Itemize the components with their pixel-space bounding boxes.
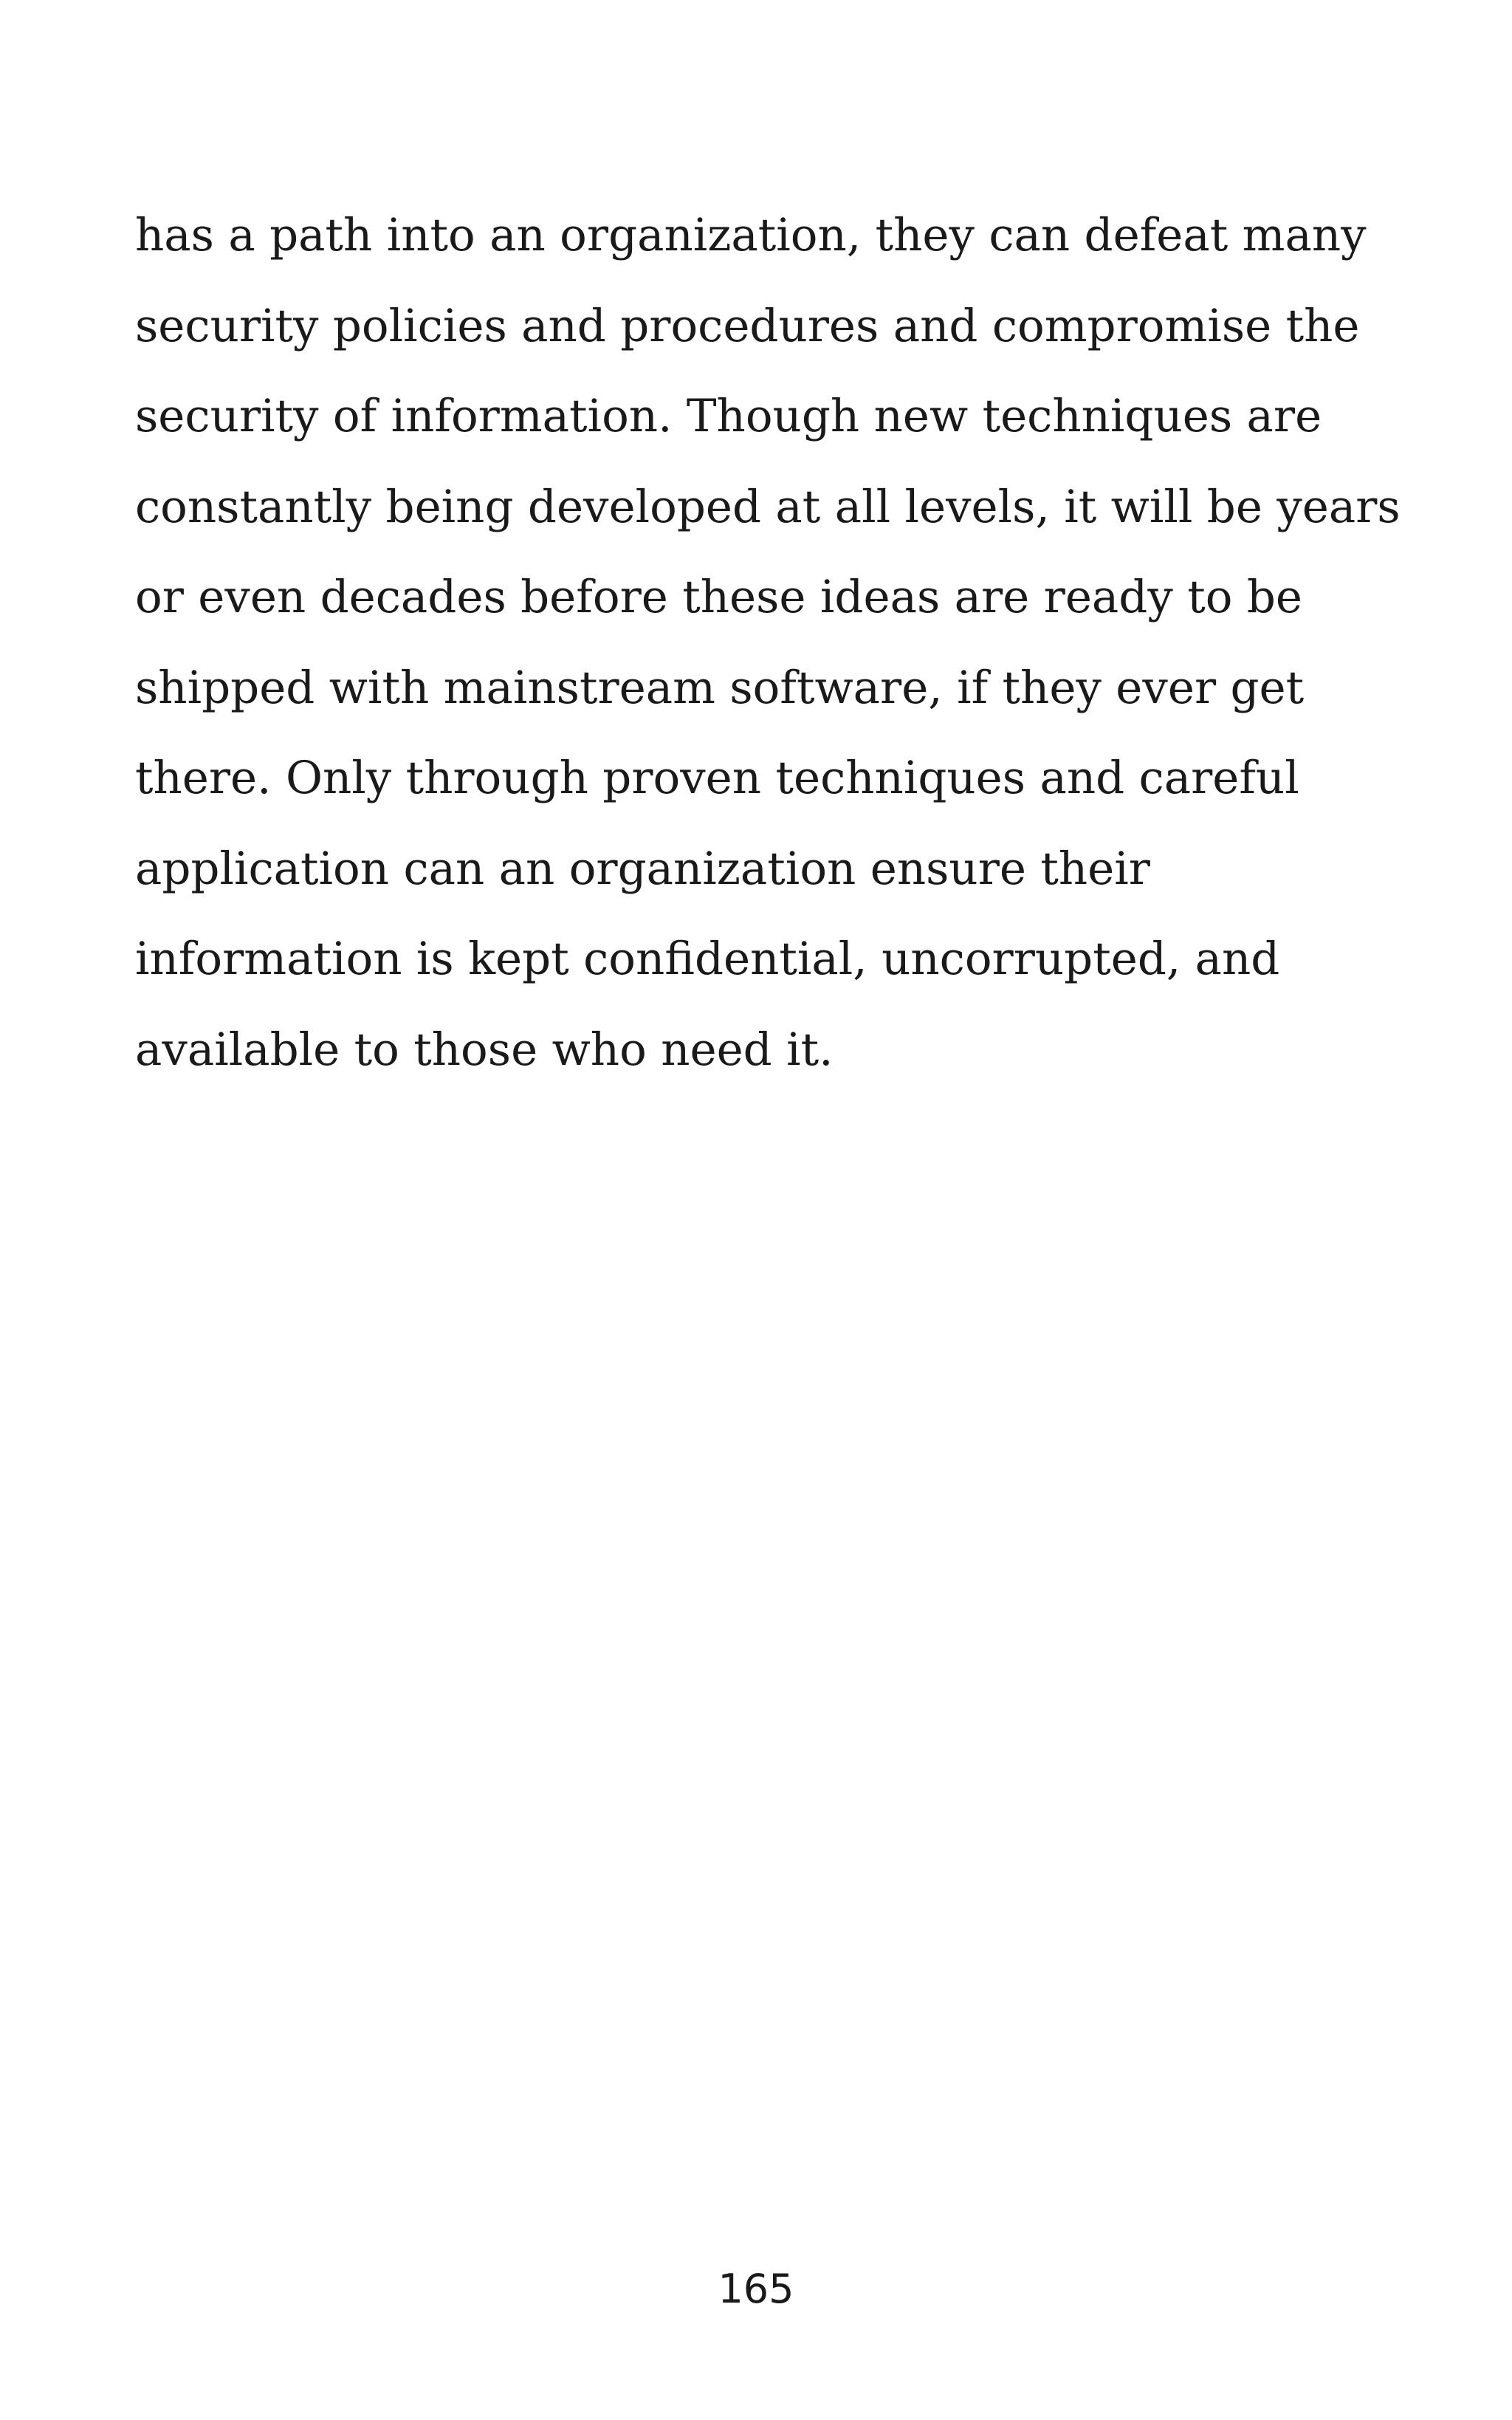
body-paragraph bbox=[135, 191, 1405, 1095]
text-line: available to those who need it. bbox=[135, 1023, 834, 1076]
text-line: has a path into an organization, they can defeat many bbox=[135, 209, 1367, 261]
text-line: information is kept confidential, uncorrupted, and bbox=[135, 933, 1280, 985]
page-number: 165 bbox=[718, 2266, 794, 2312]
text-line: or even decades before these ideas are ready to be bbox=[135, 571, 1302, 623]
text-line: application can an organization ensure their bbox=[135, 842, 1150, 895]
text-line: shipped with mainstream software, if they ever get bbox=[135, 661, 1305, 714]
text-line: security of information. Though new techniques are bbox=[135, 390, 1322, 442]
text-line: constantly being developed at all levels, it will be years bbox=[135, 480, 1401, 533]
text-line: security policies and procedures and compromise the bbox=[135, 299, 1360, 352]
text-line: there. Only through proven techniques and careful bbox=[135, 752, 1299, 804]
